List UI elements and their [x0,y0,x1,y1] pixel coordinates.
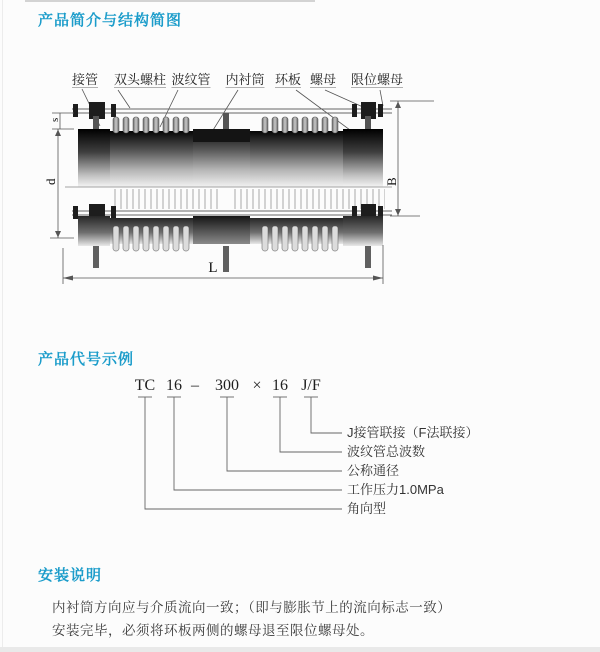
code-part-pressure: 16 [166,377,182,394]
dim-B-arrow-top [395,102,401,109]
code-part-waves: 16 [272,377,288,394]
dim-L-arrow-left [63,276,73,281]
code-annotation-pressure: 工作压力1.0MPa [347,482,444,497]
code-parts [135,377,321,394]
label-nut: 螺母 [309,72,337,87]
code-connector-lines [138,397,342,509]
code-part-dash: – [191,377,199,394]
dim-label-d: d [43,178,58,185]
dim-label-B: B [384,177,399,186]
label-inner-liner: 内衬筒 [225,72,265,87]
upper-body [78,129,383,187]
code-annotations [347,425,478,516]
part-labels [72,72,403,88]
liner-hatch-break [221,189,231,209]
code-annotation-diameter: 公称通径 [347,463,400,478]
code-part-type: TC [134,377,156,394]
code-part-diameter: 300 [215,377,239,394]
installation-notes [52,596,552,642]
label-connecting-pipe: 接管 [71,72,99,87]
code-annotation-type: 角向型 [347,501,387,516]
dim-d-arrow-bottom [55,231,61,238]
label-bellows: 波纹管 [171,72,211,87]
dim-L-arrow-right [373,276,383,281]
dim-B [390,101,434,216]
liner-hatch [110,189,385,209]
section-title-intro: 产品简介与结构简图 [38,12,183,29]
code-part-connection: J/F [301,377,321,394]
section-title-install: 安装说明 [38,567,103,584]
section-title-code: 产品代号示例 [38,351,135,368]
dim-d-arrow-top [55,130,61,137]
label-ring-plate: 环板 [274,72,302,87]
scan-edge-artifact [25,0,315,2]
code-part-times: × [252,377,262,394]
label-double-stud: 双头螺柱 [113,72,167,87]
page-left-edge [2,0,3,652]
page-bottom-edge [0,647,600,652]
label-limit-nut: 限位螺母 [350,72,404,87]
dim-label-L: L [208,260,218,276]
dim-B-arrow-bottom [395,209,401,216]
installation-line: 安装完毕，必须将环板两侧的螺母退至限位螺母处。 [52,623,374,638]
installation-line: 内衬筒方向应与介质流向一致；（即与膨胀节上的流向标志一致） [52,600,452,615]
dim-label-s: s [49,117,61,122]
structure-diagram [40,66,460,301]
code-annotation-connection: J接管联接（F法联接） [347,425,479,440]
product-code-diagram [120,373,590,528]
code-annotation-waves: 波纹管总波数 [347,444,426,459]
